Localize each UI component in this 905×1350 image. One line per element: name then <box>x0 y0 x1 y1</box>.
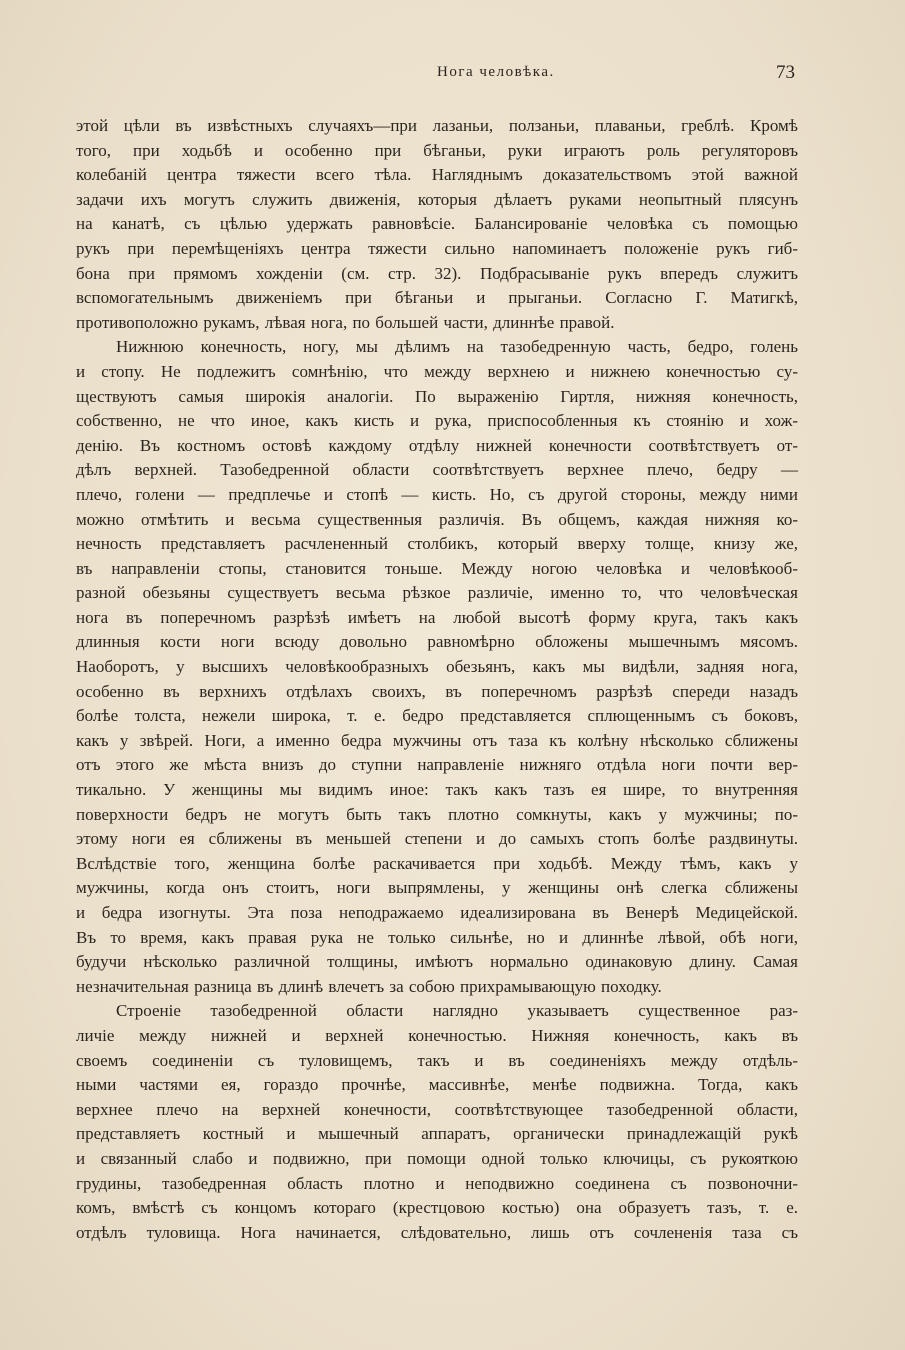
running-title: Нога человѣка. <box>437 64 555 80</box>
text-line: Строеніе тазобедренной области наглядно указываетъ существенное раз- <box>116 1001 798 1021</box>
text-line: колебаній центра тяжести всего тѣла. Нагляднымъ доказательствомъ этой важной <box>76 165 798 185</box>
text-line: задачи ихъ могутъ служить движенія, которыя дѣлаетъ руками неопытный плясунъ <box>76 189 798 209</box>
text-line: незначительная разница въ длинѣ влечетъ за собою прихрамывающую походку. <box>76 976 662 996</box>
text-line: ществуютъ самыя широкія аналогіи. По выраженію Гиртля, нижняя конечность, <box>76 386 798 406</box>
text-line: и бедра изогнуты. Эта поза неподражаемо идеализирована въ Венерѣ Медицейской. <box>76 903 798 922</box>
text-line: представляетъ костный и мышечный аппаратъ, органически принадлежащій рукѣ <box>76 1124 798 1144</box>
text-line: этой цѣли въ извѣстныхъ случаяхъ—при лазаньи, ползаньи, плаваньи, греблѣ. Кромѣ <box>76 116 798 135</box>
text-line: верхнее плечо на верхней конечности, соотвѣтствующее тазобедренной области, <box>76 1099 798 1119</box>
text-line: нога въ поперечномъ разрѣзѣ имѣетъ на любой высотѣ форму круга, такъ какъ <box>76 607 798 627</box>
text-line: личіе между нижней и верхней конечностью. Нижняя конечность, какъ въ <box>76 1025 798 1045</box>
text-line: особенно въ верхнихъ отдѣлахъ своихъ, въ поперечномъ разрѣзѣ спереди назадъ <box>76 681 798 701</box>
text-line: мужчины, когда онъ стоитъ, ноги выпрямлены, у женщины онѣ слегка сближены <box>76 878 798 898</box>
text-line: разной обезьяны существуетъ весьма рѣзкое различіе, именно то, что человѣческая <box>76 583 798 603</box>
text-line: бона при прямомъ хожденіи (см. стр. 32). Подбрасываніе рукъ впередъ служитъ <box>76 263 798 283</box>
page-number: 73 <box>776 62 795 83</box>
text-line: грудины, тазобедренная область плотно и неподвижно соединена съ позвоночни- <box>76 1173 798 1193</box>
text-line: Вслѣдствіе того, женщина болѣе раскачивается при ходьбѣ. Между тѣмъ, какъ у <box>76 853 798 873</box>
text-line: Наоборотъ, у высшихъ человѣкообразныхъ обезьянъ, какъ мы видѣли, задняя нога, <box>76 657 798 677</box>
text-line: въ направленіи стопы, становится тоньше. Между ногою человѣка и человѣкооб- <box>76 558 798 578</box>
text-line: на канатѣ, съ цѣлью удержать равновѣсіе. Балансированіе человѣка съ помощью <box>76 214 798 234</box>
text-line: поверхности бедръ не могутъ быть такъ плотно сомкнуты, какъ у мужчины; по- <box>76 804 798 824</box>
text-line: тикально. У женщины мы видимъ иное: такъ какъ тазъ ея шире, то внутренняя <box>76 780 798 800</box>
text-line: ными частями ея, гораздо прочнѣе, массивнѣе, менѣе подвижна. Тогда, какъ <box>76 1075 798 1095</box>
text-line: того, при ходьбѣ и особенно при бѣганьи, руки играютъ роль регуляторовъ <box>76 140 798 160</box>
text-line: Нижнюю конечность, ногу, мы дѣлимъ на тазобедренную часть, бедро, голень <box>116 337 798 357</box>
text-line: можно отмѣтить и весьма существенныя различія. Въ общемъ, каждая нижняя ко- <box>76 509 798 529</box>
text-line: отдѣлъ туловища. Нога начинается, слѣдовательно, лишь отъ сочлененія таза съ <box>76 1222 798 1242</box>
text-line: болѣе толста, нежели широка, т. е. бедро представляется сплющеннымъ съ боковъ, <box>76 706 798 726</box>
text-line: вспомогательнымъ движеніемъ при бѣганьи и прыганьи. Согласно Г. Матигкѣ, <box>76 288 798 308</box>
text-line: плечо, голени — предплечье и стопѣ — кисть. Но, съ другой стороны, между ними <box>76 484 798 504</box>
text-line: отъ этого же мѣста внизъ до ступни направленіе нижняго отдѣла ноги почти вер- <box>76 755 798 775</box>
text-line: какъ у звѣрей. Ноги, а именно бедра мужчины отъ таза къ колѣну нѣсколько сближены <box>76 730 798 750</box>
text-line: и стопу. Не подлежитъ сомнѣнію, что между верхнею и нижнею конечностью су- <box>76 361 798 381</box>
body-text <box>76 114 798 1245</box>
text-line: противоположно рукамъ, лѣвая нога, по большей части, длиннѣе правой. <box>76 312 615 332</box>
text-line: длинныя кости ноги всюду довольно равномѣрно обложены мышечнымъ мясомъ. <box>76 632 798 652</box>
text-line: своемъ соединеніи съ туловищемъ, такъ и въ соединеніяхъ между отдѣль- <box>76 1050 798 1070</box>
text-line: комъ, вмѣстѣ съ концомъ котораго (крестцовою костью) она образуетъ тазъ, т. е. <box>76 1198 798 1218</box>
text-line: будучи нѣсколько различной толщины, имѣютъ нормально одинаковую длину. Самая <box>76 952 798 972</box>
page-header <box>75 62 795 92</box>
text-line: нечность представляетъ расчлененный столбикъ, который вверху толще, книзу же, <box>76 534 798 554</box>
text-line: рукъ при перемѣщеніяхъ центра тяжести сильно напоминаетъ положеніе рукъ гиб- <box>76 238 798 258</box>
text-line: этому ноги ея сближены въ меньшей степени и до самыхъ стопъ болѣе раздвинуты. <box>76 829 798 849</box>
text-line: Въ то время, какъ правая рука не только сильнѣе, но и длиннѣе лѣвой, обѣ ноги, <box>76 927 798 947</box>
text-line: денію. Въ костномъ остовѣ каждому отдѣлу нижней конечности соотвѣтствуетъ от- <box>76 435 798 455</box>
text-line: и связанный слабо и подвижно, при помощи одной только ключицы, съ рукояткою <box>76 1148 798 1168</box>
text-line: собственно, не что иное, какъ кисть и рука, приспособленныя къ стоянію и хож- <box>76 411 798 431</box>
text-line: дѣлъ верхней. Тазобедренной области соотвѣтствуетъ верхнее плечо, бедру — <box>76 460 798 480</box>
